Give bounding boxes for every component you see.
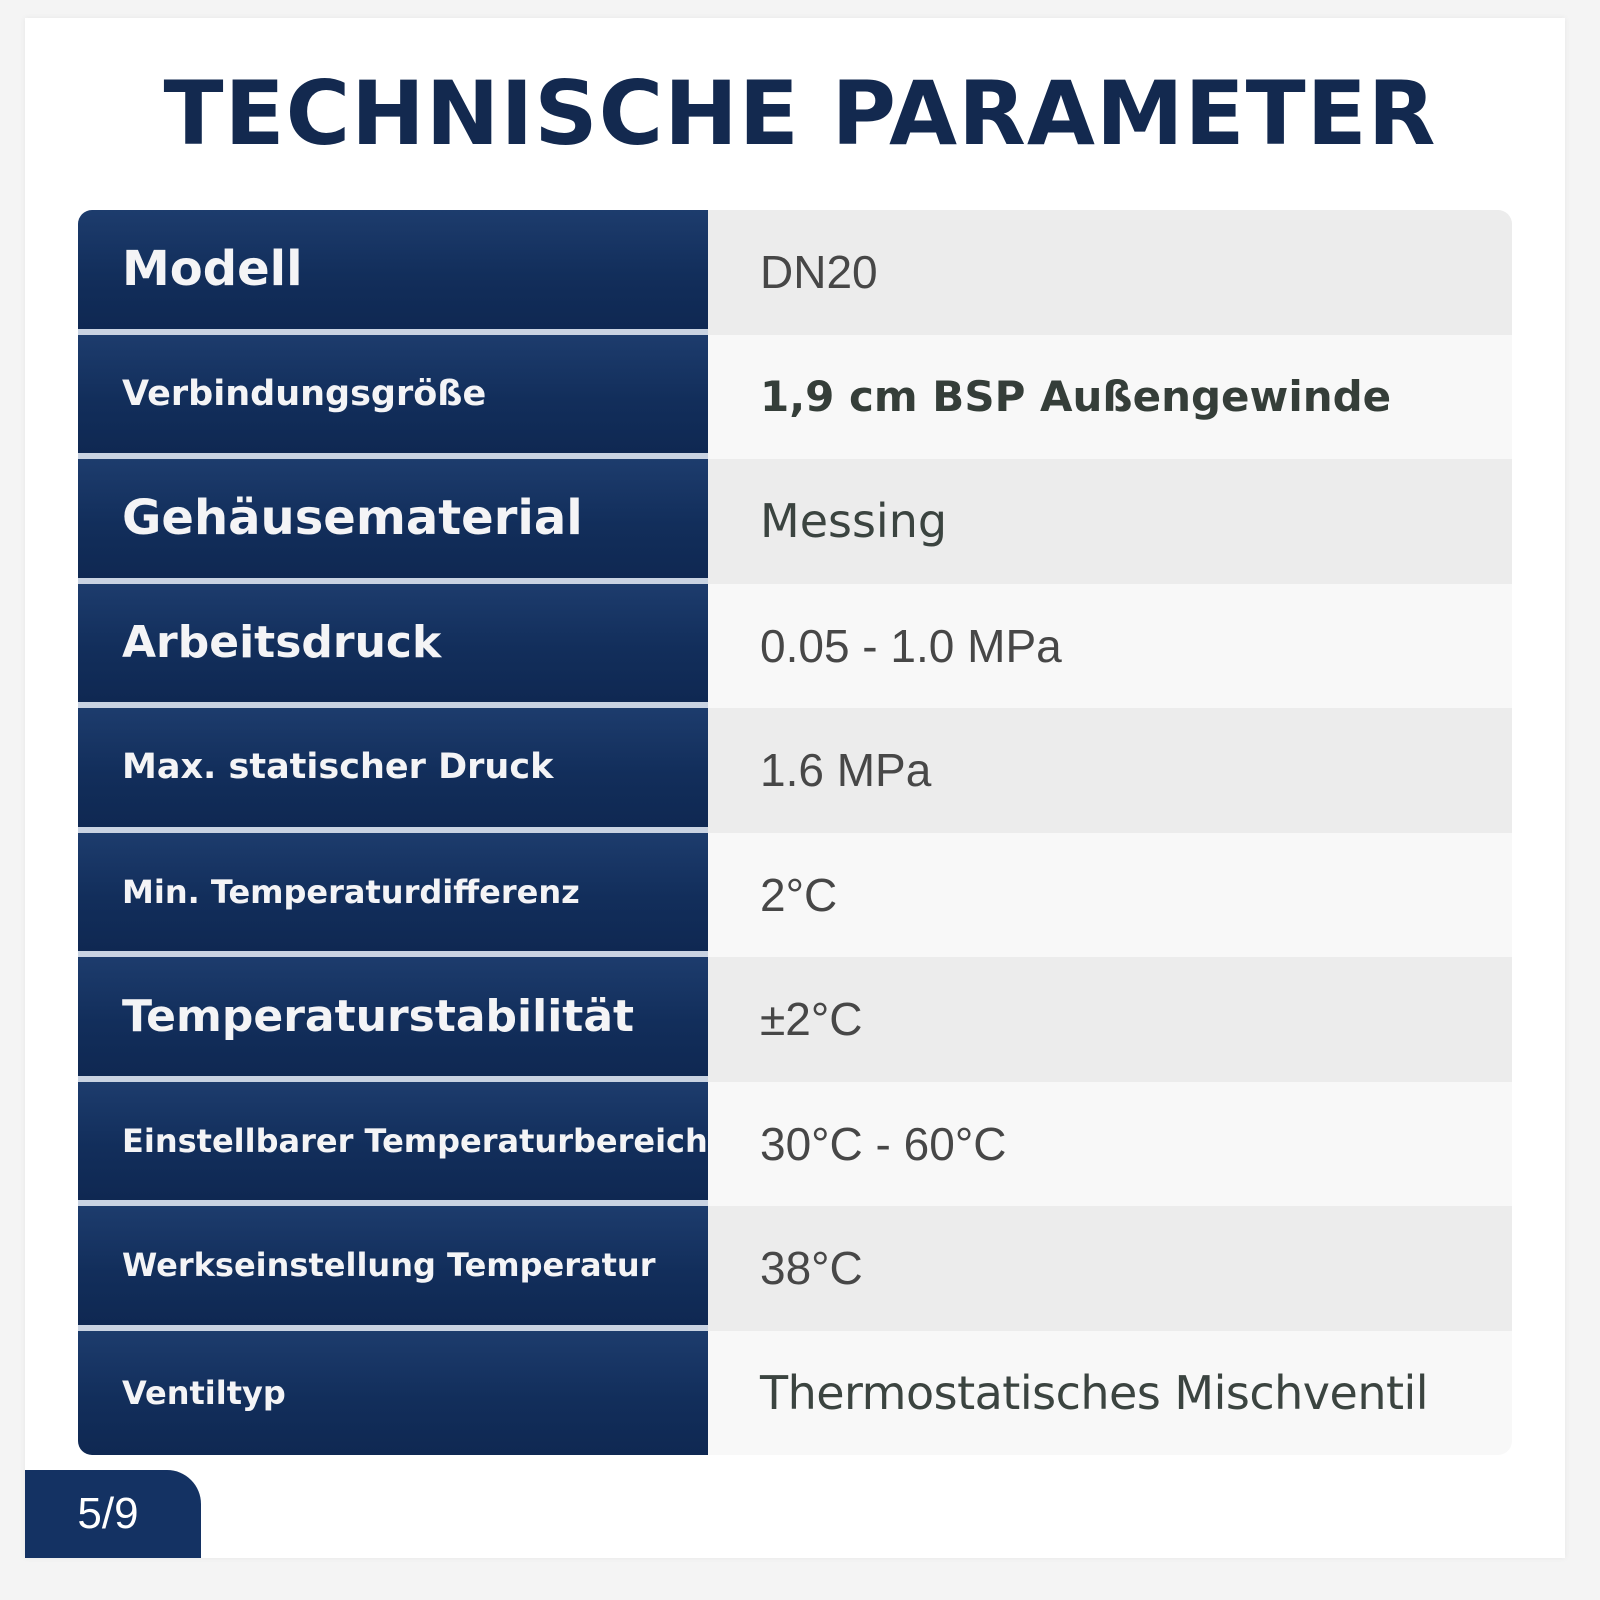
spec-label: Modell [78,210,708,335]
spec-row-werkseinstellung [78,1206,1512,1331]
spec-row-modell [78,210,1512,335]
spec-value: DN20 [708,210,1512,335]
spec-value: ±2°C [708,957,1512,1082]
spec-label: Einstellbarer Temperaturbereich [78,1082,708,1207]
spec-row-arbeitsdruck [78,584,1512,709]
spec-value: 30°C - 60°C [708,1082,1512,1207]
spec-value: 0.05 - 1.0 MPa [708,584,1512,709]
spec-label: Temperaturstabilität [78,957,708,1082]
spec-label: Max. statischer Druck [78,708,708,833]
spec-row-temperaturstabilitaet [78,957,1512,1082]
spec-value: 1,9 cm BSP Außengewinde [708,335,1512,460]
spec-value: Messing [708,459,1512,584]
spec-label: Ventiltyp [78,1331,708,1456]
spec-label: Gehäusematerial [78,459,708,584]
page-title: TECHNISCHE PARAMETER [163,62,1437,165]
spec-row-verbindungsgroesse [78,335,1512,460]
spec-row-ventiltyp [78,1331,1512,1456]
spec-label: Arbeitsdruck [78,584,708,709]
spec-value: Thermostatisches Mischventil [708,1331,1512,1456]
spec-table [78,210,1512,1455]
page-indicator-badge: 5/9 [25,1470,201,1558]
spec-value: 1.6 MPa [708,708,1512,833]
spec-value: 2°C [708,833,1512,958]
spec-value: 38°C [708,1206,1512,1331]
spec-row-gehaeusematerial [78,459,1512,584]
spec-label: Verbindungsgröße [78,335,708,460]
spec-label: Werkseinstellung Temperatur [78,1206,708,1331]
spec-row-max-statischer-druck [78,708,1512,833]
spec-label: Min. Temperaturdifferenz [78,833,708,958]
spec-row-temperaturbereich [78,1082,1512,1207]
spec-row-min-temperaturdifferenz [78,833,1512,958]
